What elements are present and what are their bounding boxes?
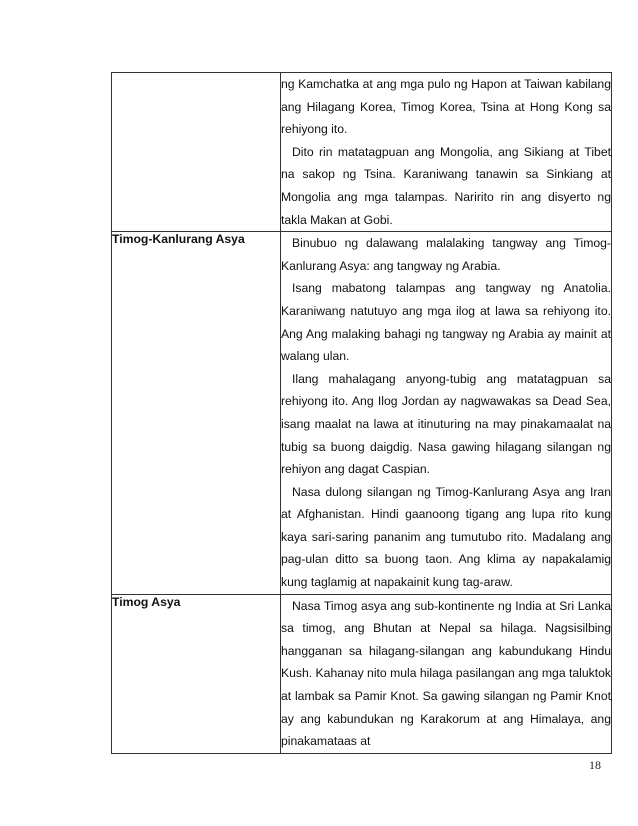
paragraph: Ilang mahalagang anyong-tubig ang matatagpuan sa rehiyong ito. Ang Ilog Jordan ay nagwawakas sa Dead Sea, isang maalat na lawa at itinuturing na may pinakamaalat na tubig sa buong daigdig. Nasa gawing hilagang silangan ng rehiyon ang dagat Caspian. <box>281 371 611 477</box>
paragraph: Binubuo ng dalawang malalaking tangway ang Timog-Kanlurang Asya: ang tangway ng Arabia. <box>281 236 611 273</box>
paragraph: ng Kamchatka at ang mga pulo ng Hapon at Taiwan kabilang ang Hilagang Korea, Timog Korea, Tsina at Hong Kong sa rehiyong ito. <box>281 77 611 137</box>
description-cell <box>281 594 612 753</box>
region-cell: Timog Asya <box>112 594 281 753</box>
paragraph: Dito rin matatagpuan ang Mongolia, ang Sikiang at Tibet na sakop ng Tsina. Karaniwang tanawin sa Sinkiang at Mongolia ang mga talampas. Naririto rin ang disyerto ng takla Makan at Gobi. <box>281 144 611 227</box>
description-cell <box>281 232 612 595</box>
table-row <box>112 232 612 595</box>
page-number: 18 <box>589 758 601 772</box>
table-row <box>112 73 612 232</box>
description-cell <box>281 73 612 232</box>
region-cell: Timog-Kanlurang Asya <box>112 232 281 595</box>
paragraph: Nasa dulong silangan ng Timog-Kanlurang Asya ang Iran at Afghanistan. Hindi gaanoong tigang ang lupa rito kung kaya sari-saring pananim ang tumutubo rito. Madalang ang pag-ulan ditto sa buong taon. Ang klima ay napakalamig kung taglamig at napakainit kung tag-araw. <box>281 484 611 590</box>
region-cell <box>112 73 281 232</box>
regions-table <box>111 72 612 754</box>
paragraph: Nasa Timog asya ang sub-kontinente ng India at Sri Lanka sa timog, ang Bhutan at Nepal sa hilaga. Nagsisilbing hangganan sa hilagang-silangan ang kabundukang Hindu Kush. Kahanay nito mula hilaga pasilangan ang mga taluktok at lambak sa Pamir Knot. Sa gawing silangan ng Pamir Knot ay ang kabundukan ng Karakorum at ang Himalaya, ang pinakamataas at <box>281 598 611 749</box>
table-row <box>112 594 612 753</box>
paragraph: Isang mabatong talampas ang tangway ng Anatolia. Karaniwang natutuyo ang mga ilog at lawa sa rehiyong ito. Ang Ang malaking bahagi ng tangway ng Arabia ay mainit at walang ulan. <box>281 281 611 364</box>
